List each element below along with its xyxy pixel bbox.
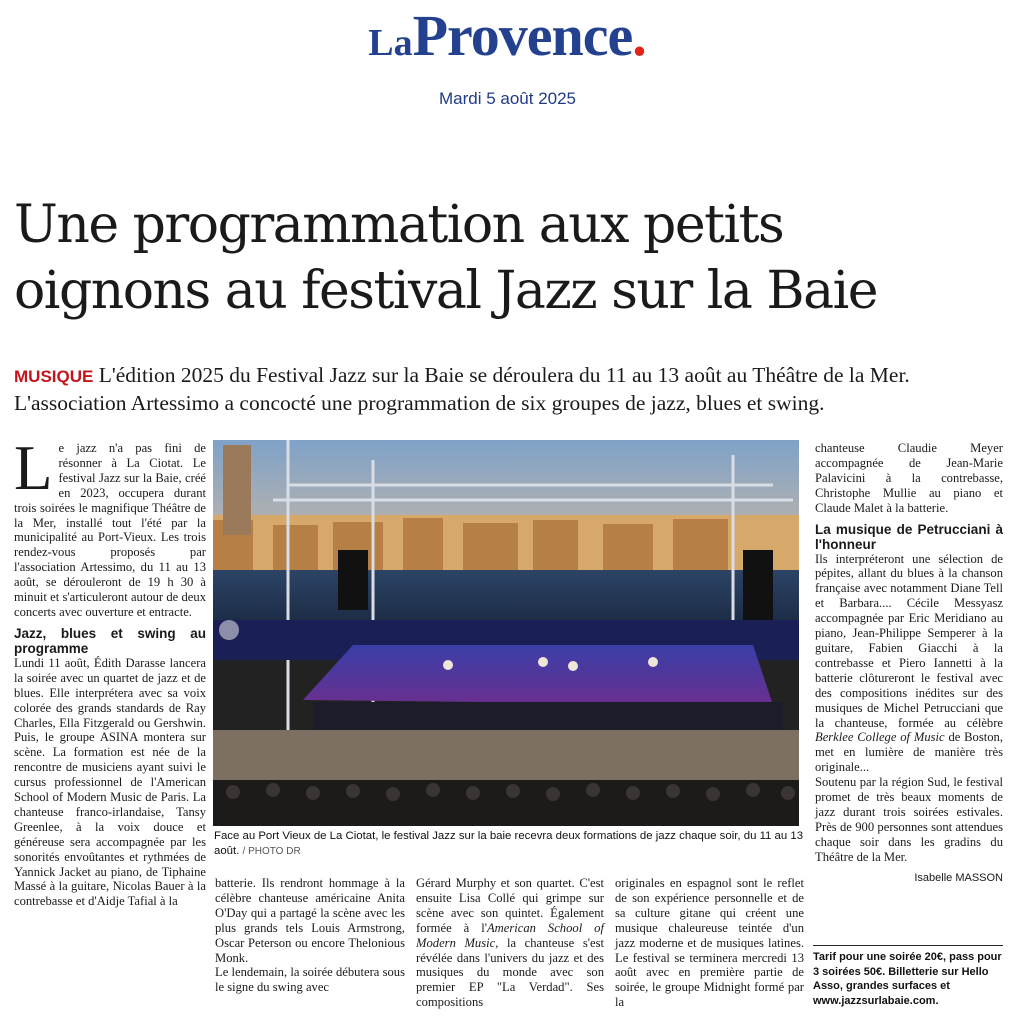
headline-line-2: oignons au festival Jazz sur la Baie bbox=[14, 261, 878, 321]
photo-caption bbox=[214, 829, 804, 859]
author-byline: Isabelle MASSON bbox=[914, 871, 1003, 884]
col5-text-a: Ils interpréteront une sélection de pépites, allant du blues à la chanson française avec notamment Diane Tell et Barbara.... Cécile Messyasz accompagnée par Eric Meridiano au piano, Jean-Philippe Semperer à la guitare, Fabien Giacchi à la contrebasse et Piero Iannetti à la batterie clôtureront le festival avec des compositions inédites sur des musiques de Michel Petrucciani que la chanteuse, formée au célèbre bbox=[815, 551, 1003, 730]
col5-paragraph-1: chanteuse Claudie Meyer accompagnée de Jean-Marie Palavicini à la contrebasse, Christophe Mullie au piano et Claude Malet à la batterie. bbox=[815, 441, 1003, 515]
body-paragraph: Lundi 11 août, Édith Darasse lancera la soirée avec un quartet de jazz et de blues. Elle interprétera avec sa voix colorée des grands standards de Ray Charles, Ella Fitzgerald ou Gershwin. Puis, le groupe ASINA montera sur scène. La formation est née de la rencontre de musiciens ayant suivi le cursus professionnel de l'American School of Modern Music de Paris. La chanteuse franco-irlandaise, Tansy Greenlee, à la voix douce et généreuse sera accompagnée par les sonorités envoûtantes et rythmées de Yannick Jacket au piano, de Tiphaine Massé à la guitare, Nicolas Bauer à la contrebasse et d'Aidje Tafial à la bbox=[14, 655, 206, 909]
headline-line-1: Une programmation aux petits bbox=[14, 195, 784, 255]
caption-text: Face au Port Vieux de La Ciotat, le festival Jazz sur la baie recevra deux formations de jazz chaque soir, du 11 au 13 août. bbox=[214, 830, 804, 857]
section-rubric: MUSIQUE bbox=[14, 367, 94, 386]
article-lead bbox=[14, 362, 1004, 417]
masthead-logo bbox=[0, 2, 1015, 69]
col5-college-name: Berklee College of Music bbox=[815, 730, 945, 745]
col2-paragraph-1: batterie. Ils rendront hommage à la célèbre chanteuse américaine Anita O'Day qui a partagé la scène avec les plus grands tels Louis Armstrong, Oscar Peterson ou encore Thelonious Monk. bbox=[215, 876, 405, 965]
photo-prev-icon[interactable] bbox=[219, 620, 239, 640]
logo-provence: Provence bbox=[412, 3, 633, 68]
col3-text-b: , la chanteuse s'est révélée dans l'univers du jazz et des musiques du monde avec son premier EP "La Verdad". Ses compositions bbox=[416, 935, 604, 1010]
col5-paragraph-3: Soutenu par la région Sud, le festival promet de très beaux moments de jazz durant trois soirées estivales. Près de 900 personnes sont attendues chaque soir dans les gradins du Théâtre de la Mer. bbox=[815, 775, 1003, 864]
subheading-petrucciani: La musique de Petrucciani à l'honneur bbox=[815, 521, 1003, 552]
logo-dot: . bbox=[632, 3, 647, 68]
photo-credit: / PHOTO DR bbox=[242, 845, 301, 857]
ticket-info-box bbox=[813, 945, 1003, 1008]
col3-text-a: Gérard Murphy et son quartet. C'est ensuite Lisa Collé qui grimpe sur scène avec son quintet. Également formée à l' bbox=[416, 876, 604, 935]
intro-text: e jazz n'a pas fini de résonner à La Ciotat. Le festival Jazz sur la Baie, créé en 2023, occupera durant trois soirées le magnifique Théâtre de la Mer, installé tout l'été par la municipalité au Port-Vieux. Les trois rendez-vous proposés par l'association Artessimo, du 11 au 13 août, se dérouleront de 19 h 30 à minuit et s'articuleront autour de deux concerts avec ouverture et entracte. bbox=[14, 441, 206, 619]
column-3 bbox=[416, 876, 604, 1010]
publication-date: Mardi 5 août 2025 bbox=[438, 89, 577, 108]
subheading-jazz-blues: Jazz, blues et swing au programme bbox=[14, 625, 206, 656]
article-headline bbox=[14, 192, 1009, 324]
intro-paragraph bbox=[14, 433, 206, 620]
festival-photo bbox=[213, 440, 799, 826]
col5-paragraph-2 bbox=[815, 552, 1003, 776]
col3-paragraph bbox=[416, 876, 604, 1010]
col2-paragraph-2: Le lendemain, la soirée débutera sous le signe du swing avec bbox=[215, 965, 405, 995]
column-1 bbox=[14, 433, 206, 909]
lead-text: L'édition 2025 du Festival Jazz sur la Baie se déroulera du 11 au 13 août au Théâtre de la Mer. L'association Artessimo a concocté une programmation de six groupes de jazz, blues et swing. bbox=[14, 363, 910, 415]
logo-la: La bbox=[368, 22, 413, 64]
column-5 bbox=[815, 441, 1003, 885]
col5-text-b: de Boston, met en lumière de manière très originale... bbox=[815, 730, 1003, 775]
stage-photo-illustration bbox=[213, 440, 799, 826]
column-2 bbox=[215, 876, 405, 995]
drop-cap: L bbox=[14, 433, 53, 503]
column-4 bbox=[615, 876, 804, 1010]
col4-paragraph: originales en espagnol sont le reflet de son expérience personnelle et de sa culture gitane qui créent une musique chaleureuse teintée d'un jazz moderne et de musiques latines. Le festival se terminera mercredi 13 août avec en première partie de soirée, le groupe Midnight formé par la bbox=[615, 876, 804, 1010]
ticket-info-text: Tarif pour une soirée 20€, pass pour 3 soirées 50€. Billetterie sur Hello Asso, grandes surfaces et www.jazzsurlabaie.com. bbox=[813, 951, 1002, 1007]
col3-school-name: American School of Modern Music bbox=[416, 920, 604, 950]
